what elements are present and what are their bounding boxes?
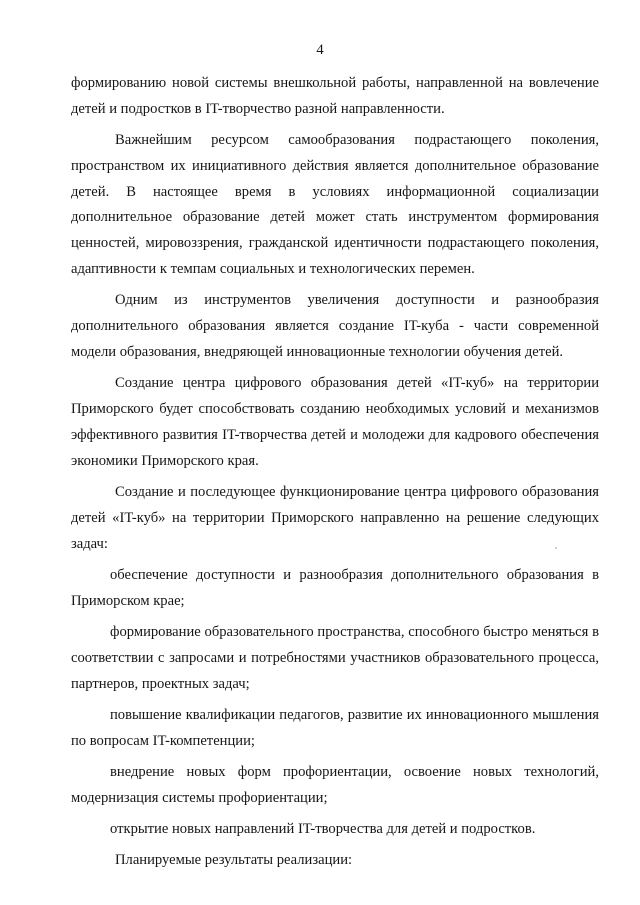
body-text bbox=[71, 71, 599, 880]
page-number: 4 bbox=[316, 42, 324, 58]
paragraph-tasks-intro: Создание и последующее функционирование центра цифрового образования детей «IT-куб» на территории Приморского направленно на решение следующих задач: bbox=[71, 483, 599, 552]
task-item-space: формирование образовательного пространства, способного быстро меняться в соответствии с запросами и потребностями участников образовательного процесса, партнеров, проектных задач; bbox=[71, 623, 599, 692]
task-item-qualification: повышение квалификации педагогов, развитие их инновационного мышления по вопросам IT-компетенции; bbox=[71, 706, 599, 749]
paragraph-it-cube-tool: Одним из инструментов увеличения доступности и разнообразия дополнительного образования является создание IT-куба - части современной модели образования, внедряющей инновационные технологии обучения детей. bbox=[71, 292, 599, 360]
paragraph-resource: Важнейшим ресурсом самообразования подрастающего поколения, пространством их инициативного действия является дополнительное образование детей. В настоящее время в условиях информационной социализации дополнительное образование детей может стать инструментом формирования ценностей, мировоззрения, гражданской идентичности подрастающего поколения, адаптивности к темпам социальных и технологических перемен. bbox=[71, 132, 599, 278]
task-item-new-directions: открытие новых направлений IT-творчества для детей и подростков. bbox=[110, 821, 536, 838]
task-item-career-guidance: внедрение новых форм профориентации, освоение новых технологий, модернизация системы профориентации; bbox=[71, 763, 599, 806]
task-item-access: обеспечение доступности и разнообразия дополнительного образования в Приморском крае; bbox=[71, 566, 599, 609]
paragraph-center-creation: Создание центра цифрового образования детей «IT-куб» на территории Приморского будет способствовать созданию необходимых условий и механизмов эффективного развития IT-творчества детей и молодежи для кадрового обеспечения экономики Приморского края. bbox=[71, 375, 599, 469]
scan-artifact-dot bbox=[555, 547, 557, 549]
paragraph-planned-results: Планируемые результаты реализации: bbox=[115, 852, 353, 869]
paragraph-continuation: формированию новой системы внешкольной работы, направленной на вовлечение детей и подростков в IT-творчество разной направленности. bbox=[71, 75, 599, 117]
